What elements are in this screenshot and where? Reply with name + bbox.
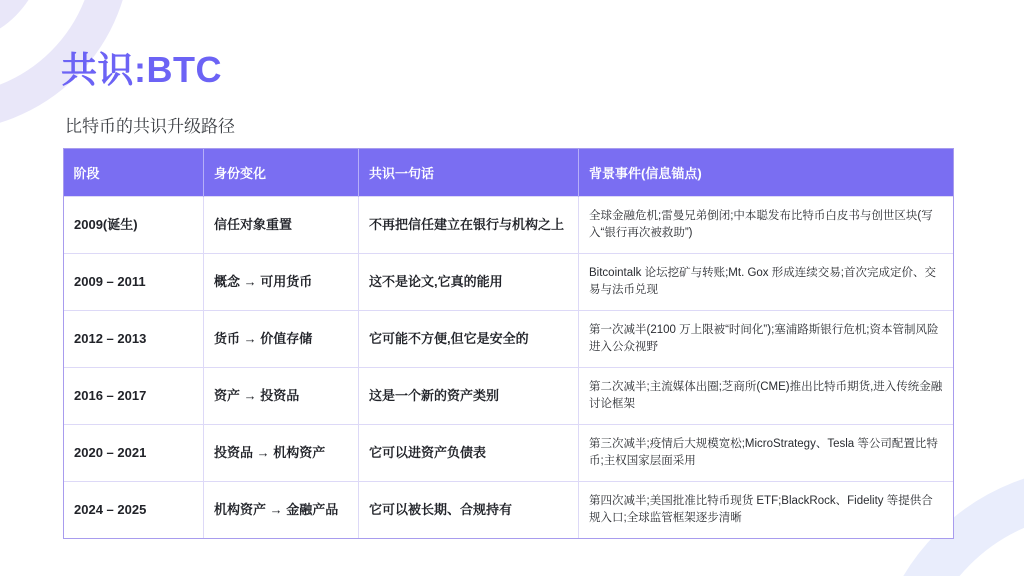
identity-cell: 投资品 → 机构资产	[204, 425, 359, 482]
consensus-cell: 不再把信任建立在银行与机构之上	[359, 197, 579, 254]
header-background-events: 背景事件(信息锚点)	[579, 148, 954, 197]
identity-cell: 货币 → 价值存储	[204, 311, 359, 368]
events-cell: 全球金融危机;雷曼兄弟倒闭;中本聪发布比特币白皮书与创世区块(写入“银行再次被救助”)	[579, 197, 954, 254]
slide-subtitle: 比特币的共识升级路径	[65, 117, 235, 136]
table-row	[64, 425, 954, 482]
table-row	[64, 311, 954, 368]
consensus-table	[63, 148, 954, 539]
header-consensus-phrase: 共识一句话	[359, 148, 579, 197]
header-identity-change: 身份变化	[204, 148, 359, 197]
consensus-cell: 它可以被长期、合规持有	[359, 482, 579, 539]
identity-cell: 概念 → 可用货币	[204, 254, 359, 311]
stage-cell: 2016 – 2017	[64, 368, 204, 425]
consensus-cell: 这是一个新的资产类别	[359, 368, 579, 425]
table-row	[64, 368, 954, 425]
identity-cell: 机构资产 → 金融产品	[204, 482, 359, 539]
stage-cell: 2009(诞生)	[64, 197, 204, 254]
events-cell: 第四次减半;美国批准比特币现货 ETF;BlackRock、Fidelity 等提供合规入口;全球监管框架逐步清晰	[579, 482, 954, 539]
events-cell: 第一次减半(2100 万上限被“时间化”);塞浦路斯银行危机;资本管制风险进入公众视野	[579, 311, 954, 368]
table-header-row	[64, 148, 954, 197]
events-cell: Bitcointalk 论坛挖矿与转账;Mt. Gox 形成连续交易;首次完成定价、交易与法币兑现	[579, 254, 954, 311]
consensus-cell: 它可以进资产负债表	[359, 425, 579, 482]
stage-cell: 2020 – 2021	[64, 425, 204, 482]
table-row	[64, 197, 954, 254]
consensus-cell: 它可能不方便,但它是安全的	[359, 311, 579, 368]
identity-cell: 资产 → 投资品	[204, 368, 359, 425]
events-cell: 第三次减半;疫情后大规模宽松;MicroStrategy、Tesla 等公司配置比特币;主权国家层面采用	[579, 425, 954, 482]
stage-cell: 2009 – 2011	[64, 254, 204, 311]
stage-cell: 2012 – 2013	[64, 311, 204, 368]
consensus-cell: 这不是论文,它真的能用	[359, 254, 579, 311]
slide-title: 共识:BTC	[61, 49, 222, 90]
stage-cell: 2024 – 2025	[64, 482, 204, 539]
header-stage: 阶段	[64, 148, 204, 197]
table-row	[64, 482, 954, 539]
events-cell: 第二次减半;主流媒体出圈;芝商所(CME)推出比特币期货,进入传统金融讨论框架	[579, 368, 954, 425]
identity-cell: 信任对象重置	[204, 197, 359, 254]
consensus-table-container	[63, 148, 953, 539]
table-row	[64, 254, 954, 311]
